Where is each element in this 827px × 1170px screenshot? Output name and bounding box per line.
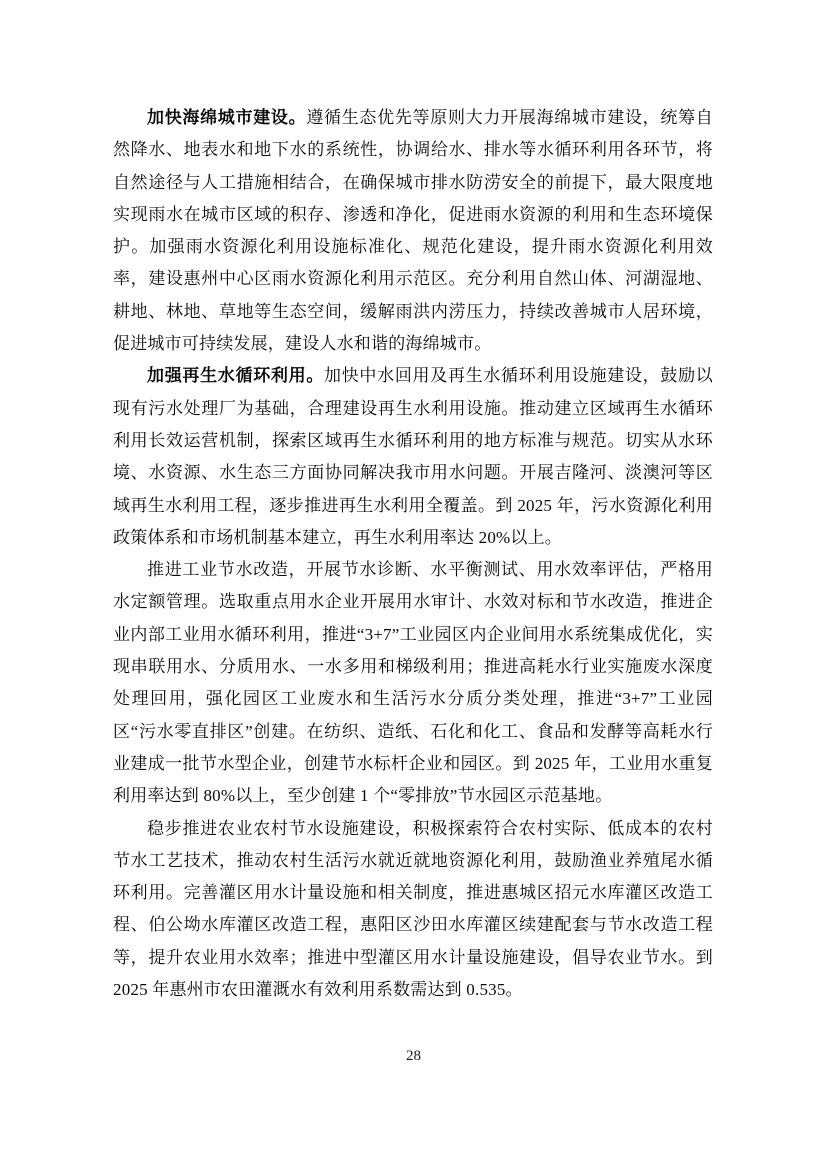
paragraph-lead: 加强再生水循环利用。 xyxy=(147,366,325,386)
paragraph-industrial-water-saving xyxy=(113,554,713,812)
paragraph-reclaimed-water xyxy=(113,360,713,554)
paragraph-lead: 加快海绵城市建设。 xyxy=(147,108,307,127)
paragraph-text: 稳步推进农业农村节水设施建设，积极探索符合农村实际、低成本的农村节水工艺技术，推动农村生活污水就近就地资源化利用，鼓励渔业养殖尾水循环利用。完善灌区用水计量设施和相关制度，推进惠城区招元水库灌区改造工程、伯公坳水库灌区改造工程，惠阳区沙田水库灌区续建配套与节水改造工程等，提升农业用水效率；推进中型灌区用水计量设施建设，倡导农业节水。到 2025 年惠州市农田灌溉水有效利用系数需达到 0.535。 xyxy=(113,818,713,1000)
paragraph-sponge-city xyxy=(113,102,713,360)
paragraph-agricultural-water-saving xyxy=(113,813,713,1007)
paragraph-text: 推进工业节水改造，开展节水诊断、水平衡测试、用水效率评估，严格用水定额管理。选取重点用水企业开展用水审计、水效对标和节水改造，推进企业内部工业用水循环利用，推进“3+7”工业园区内企业间用水系统集成优化，实现串联用水、分质用水、一水多用和梯级利用；推进高耗水行业实施废水深度处理回用，强化园区工业废水和生活污水分质分类处理，推进“3+7”工业园区“污水零直排区”创建。在纺织、造纸、石化和化工、食品和发酵等高耗水行业建成一批节水型企业，创建节水标杆企业和园区。到 2025 年，工业用水重复利用率达到 80%以上，至少创建 1 个“零排放”节水园区示范基地。 xyxy=(113,560,713,806)
paragraph-text: 遵循生态优先等原则大力开展海绵城市建设，统筹自然降水、地表水和地下水的系统性，协调给水、排水等水循环利用各环节，将自然途径与人工措施相结合，在确保城市排水防涝安全的前提下，最大限度地实现雨水在城市区域的积存、渗透和净化，促进雨水资源的利用和生态环境保护。加强雨水资源化利用设施标准化、规范化建设，提升雨水资源化利用效率，建设惠州中心区雨水资源化利用示范区。充分利用自然山体、河湖湿地、耕地、林地、草地等生态空间，缓解雨洪内涝压力，持续改善城市人居环境，促进城市可持续发展，建设人水和谐的海绵城市。 xyxy=(113,108,713,354)
page-number: 28 xyxy=(406,1048,421,1064)
paragraph-text: 加快中水回用及再生水循环利用设施建设，鼓励以现有污水处理厂为基础，合理建设再生水利用设施。推动建立区域再生水循环利用长效运营机制，探索区域再生水循环利用的地方标准与规范。切实从水环境、水资源、水生态三方面协同解决我市用水问题。开展吉隆河、淡澳河等区域再生水利用工程，逐步推进再生水利用全覆盖。到 2025 年，污水资源化利用政策体系和市场机制基本建立，再生水利用率达 20%以上。 xyxy=(113,366,713,547)
page-body xyxy=(113,102,713,1006)
